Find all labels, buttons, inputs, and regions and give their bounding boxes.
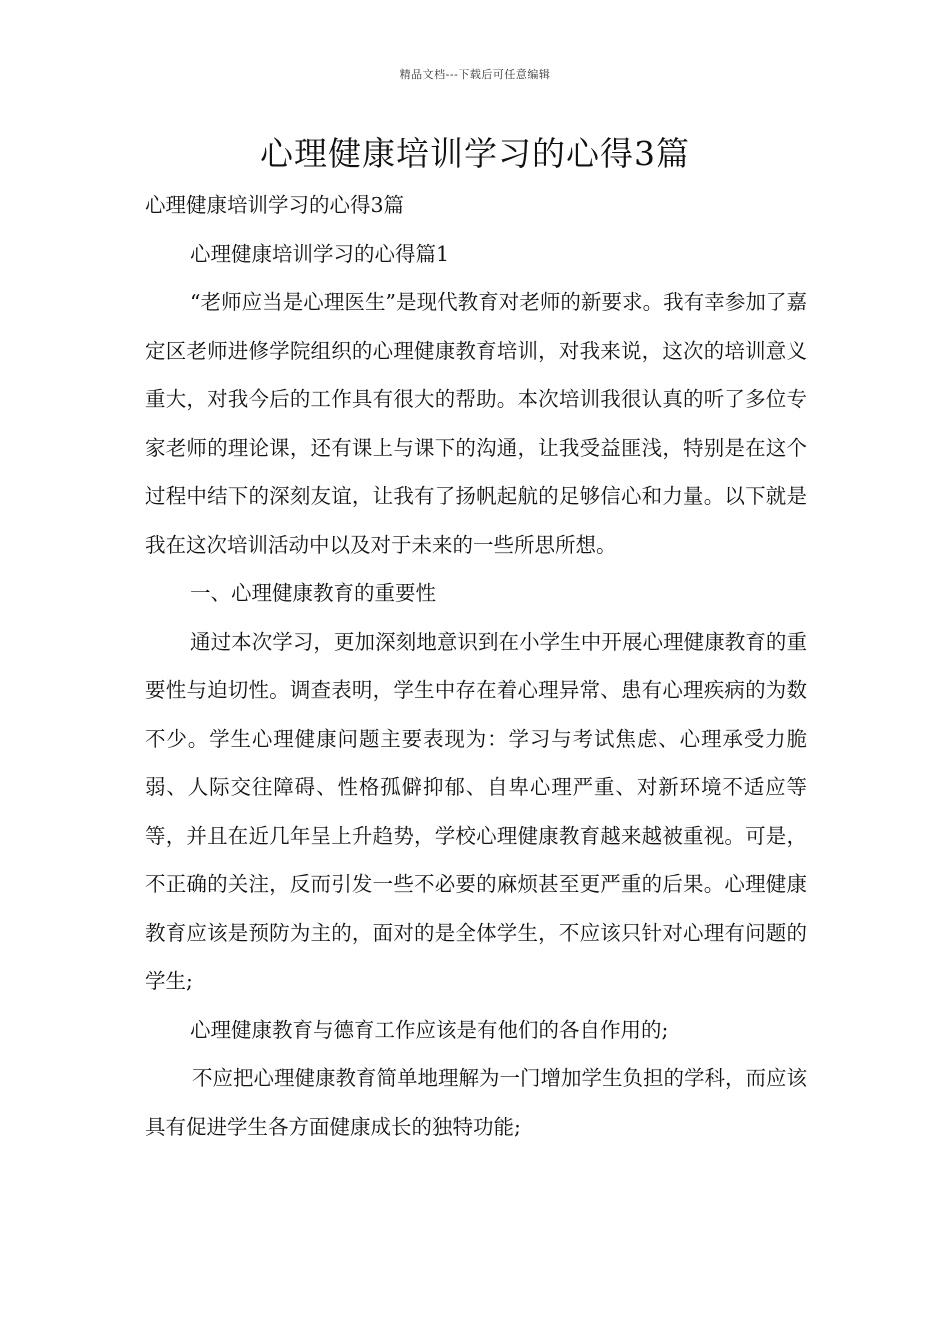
paragraph: 心理健康教育与德育工作应该是有他们的各自作用的; [190,1017,669,1042]
document-title: 心理健康培训学习的心得3篇 [260,134,690,173]
paragraph: 通过本次学习，更加深刻地意识到在小学生中开展心理健康教育的重要性与迫切性。调查表明，学生中存在着心理异常、患有心理疾病的为数不少。学生心理健康问题主要表现为：学习与考试焦虑、心理承受力脆弱、人际交往障碍、性格孤僻抑郁、自卑心理严重、对新环境不适应等等，并且在近几年呈上升趋势，学校心理健康教育越来越被重视。可是，不正确的关注，反而引发一些不必要的麻烦甚至更严重的后果。心理健康教育应该是预防为主的，面对的是全体学生，不应该只针对心理有问题的学生; [145,629,807,993]
paragraph: “老师应当是心理医生”是现代教育对老师的新要求。我有幸参加了嘉定区老师进修学院组织的心理健康教育培训，对我来说，这次的培训意义重大，对我今后的工作具有很大的帮助。本次培训我很认真的听了多位专家老师的理论课，还有课上与课下的沟通，让我受益匪浅，特别是在这个过程中结下的深刻友谊，让我有了扬帆起航的足够信心和力量。以下就是我在这次培训活动中以及对于未来的一些所思所想。 [145,290,807,557]
document-body [145,181,807,1151]
section-title: 心理健康培训学习的心得篇1 [190,241,450,266]
header-note: 精品文档---下载后可任意编辑 [399,68,551,81]
document-subtitle: 心理健康培训学习的心得3篇 [145,193,405,217]
paragraph: 不应把心理健康教育简单地理解为一门增加学生负担的学科，而应该具有促进学生各方面健康成长的独特功能; [145,1066,807,1139]
section-heading: 一、心理健康教育的重要性 [190,581,436,605]
